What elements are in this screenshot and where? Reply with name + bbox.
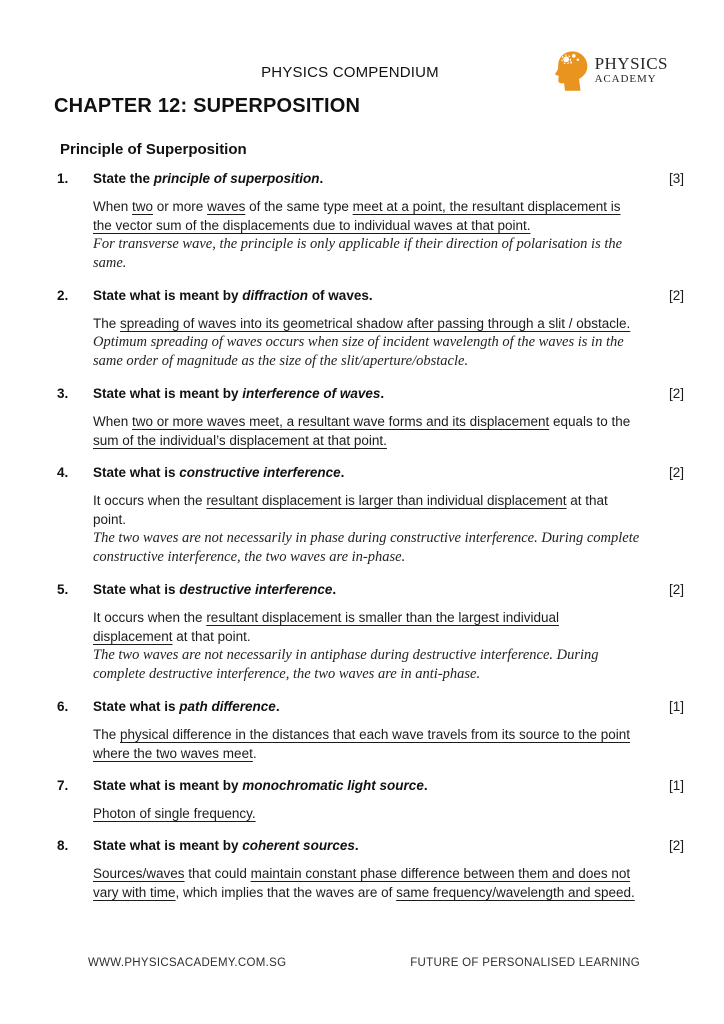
prompt-segment: State what is meant by xyxy=(93,288,243,303)
question-number: 3. xyxy=(57,386,69,401)
answer-note: For transverse wave, the principle is only applicable if their direction of polarisation is the same. xyxy=(93,236,623,271)
question-prompt xyxy=(93,384,641,403)
prompt-segment: interference of waves xyxy=(242,386,381,401)
question-marks: [1] xyxy=(668,778,684,793)
answer-text xyxy=(93,804,641,823)
question-prompt xyxy=(93,776,641,795)
prompt-segment: . xyxy=(340,465,345,480)
question-prompt xyxy=(93,286,641,305)
answer-segment: equals to the xyxy=(549,414,631,429)
answer-segment: The xyxy=(93,316,121,331)
answer-segment: When xyxy=(93,199,133,214)
prompt-segment: constructive interference xyxy=(179,465,341,480)
prompt-segment: diffraction xyxy=(242,288,309,303)
page-footer xyxy=(88,957,640,969)
prompt-segment: . xyxy=(319,171,324,186)
answer-segment: resultant displacement is smaller than the largest individual displacement xyxy=(93,610,559,644)
question-item xyxy=(57,580,684,684)
answer-segment: Photon of single frequency. xyxy=(93,806,256,821)
question-item xyxy=(57,836,684,902)
answer-segment: same frequency/wavelength and speed. xyxy=(396,885,635,900)
prompt-segment: path difference xyxy=(179,699,276,714)
answer-segment: It occurs when the xyxy=(93,610,207,625)
answer-text xyxy=(93,491,641,529)
answer-note: The two waves are not necessarily in antiphase during destructive interference. During complete destructive interference, the two waves are in anti-phase. xyxy=(93,647,599,682)
question-number: 4. xyxy=(57,465,69,480)
answer-segment: When xyxy=(93,414,133,429)
question-number: 1. xyxy=(57,171,69,186)
head-profile-with-gears-icon xyxy=(554,50,590,92)
question-item xyxy=(57,169,684,273)
page-title: PHYSICS COMPENDIUM xyxy=(261,64,439,81)
section-title: Principle of Superposition xyxy=(60,141,247,158)
question-item xyxy=(57,697,684,763)
prompt-segment: coherent sources xyxy=(242,838,355,853)
answer-segment: It occurs when the xyxy=(93,493,207,508)
question-body xyxy=(93,836,641,902)
answer-segment: or more xyxy=(153,199,208,214)
answer-segment: physical difference in the distances that each wave travels from its source to the point where the two waves meet xyxy=(93,727,631,761)
question-body xyxy=(93,697,641,763)
answer-segment: at that point. xyxy=(93,493,608,527)
prompt-segment: . xyxy=(275,699,280,714)
question-prompt xyxy=(93,463,641,482)
question-body xyxy=(93,169,641,273)
prompt-segment: State what is meant by xyxy=(93,386,243,401)
question-marks: [2] xyxy=(668,386,684,401)
answer-segment: meet at a point, the resultant displacement is the vector sum of the displacements due to individual waves at that point. xyxy=(93,199,621,233)
question-item xyxy=(57,384,684,450)
question-prompt xyxy=(93,697,641,716)
prompt-segment: State what is xyxy=(93,465,180,480)
answer-text xyxy=(93,197,641,235)
prompt-segment: State the xyxy=(93,171,154,186)
answer-segment: resultant displacement is larger than individual displacement xyxy=(206,493,567,508)
answer-text xyxy=(93,864,641,902)
logo-text-line1: PHYSICS xyxy=(594,54,668,73)
question-number: 8. xyxy=(57,838,69,853)
prompt-segment: . xyxy=(354,838,359,853)
chapter-title: CHAPTER 12: SUPERPOSITION xyxy=(54,95,361,117)
question-item xyxy=(57,286,684,371)
answer-segment: two or more waves meet, a resultant wave forms and its displacement xyxy=(132,414,550,429)
prompt-segment: destructive interference xyxy=(179,582,333,597)
prompt-segment: . xyxy=(423,778,428,793)
prompt-segment: State what is xyxy=(93,582,180,597)
question-body xyxy=(93,286,641,371)
questions-list xyxy=(57,169,684,915)
answer-text xyxy=(93,608,641,646)
prompt-segment: of waves. xyxy=(308,288,373,303)
answer-segment: sum of the individual’s displacement at that point. xyxy=(93,433,387,448)
footer-website: WWW.PHYSICSACADEMY.COM.SG xyxy=(88,957,287,969)
physics-academy-logo xyxy=(554,50,668,92)
answer-segment: The xyxy=(93,727,121,742)
question-marks: [1] xyxy=(668,699,684,714)
prompt-segment: State what is meant by xyxy=(93,778,243,793)
question-prompt xyxy=(93,836,641,855)
question-marks: [2] xyxy=(668,838,684,853)
question-item xyxy=(57,776,684,823)
question-marks: [2] xyxy=(668,288,684,303)
answer-note: Optimum spreading of waves occurs when size of incident wavelength of the waves is in the same order of magnitude as the size of the slit/aperture/obstacle. xyxy=(93,334,624,369)
answer-note: The two waves are not necessarily in phase during constructive interference. During complete constructive interference, the two waves are in-phase. xyxy=(93,530,640,565)
answer-segment: that could xyxy=(184,866,251,881)
answer-segment: spreading of waves into its geometrical shadow after passing through a slit / obstacle. xyxy=(120,316,631,331)
question-body xyxy=(93,463,641,567)
answer-segment: maintain constant phase difference between them and does not vary with time xyxy=(93,866,631,900)
prompt-segment: State what is meant by xyxy=(93,838,243,853)
answer-text xyxy=(93,412,641,450)
answer-segment: at that point. xyxy=(172,629,251,644)
prompt-segment: monochromatic light source xyxy=(242,778,424,793)
prompt-segment: State what is xyxy=(93,699,180,714)
question-number: 5. xyxy=(57,582,69,597)
answer-segment: . xyxy=(252,746,257,761)
prompt-segment: . xyxy=(332,582,337,597)
answer-segment: , which implies that the waves are of xyxy=(175,885,397,900)
logo-text-line2: ACADEMY xyxy=(594,73,657,85)
prompt-segment: . xyxy=(380,386,385,401)
answer-segment: of the same type xyxy=(245,199,353,214)
answer-segment: Sources/waves xyxy=(93,866,185,881)
question-marks: [2] xyxy=(668,465,684,480)
question-number: 6. xyxy=(57,699,69,714)
question-body xyxy=(93,776,641,823)
question-number: 7. xyxy=(57,778,69,793)
question-body xyxy=(93,580,641,684)
question-number: 2. xyxy=(57,288,69,303)
question-marks: [2] xyxy=(668,582,684,597)
question-prompt xyxy=(93,169,641,188)
question-body xyxy=(93,384,641,450)
question-item xyxy=(57,463,684,567)
answer-text xyxy=(93,314,641,333)
answer-segment: two xyxy=(132,199,154,214)
footer-tagline: FUTURE OF PERSONALISED LEARNING xyxy=(410,957,640,969)
answer-segment: waves xyxy=(207,199,246,214)
question-prompt xyxy=(93,580,641,599)
question-marks: [3] xyxy=(668,171,684,186)
prompt-segment: principle of superposition xyxy=(153,171,320,186)
answer-text xyxy=(93,725,641,763)
logo-wordmark xyxy=(595,55,668,85)
